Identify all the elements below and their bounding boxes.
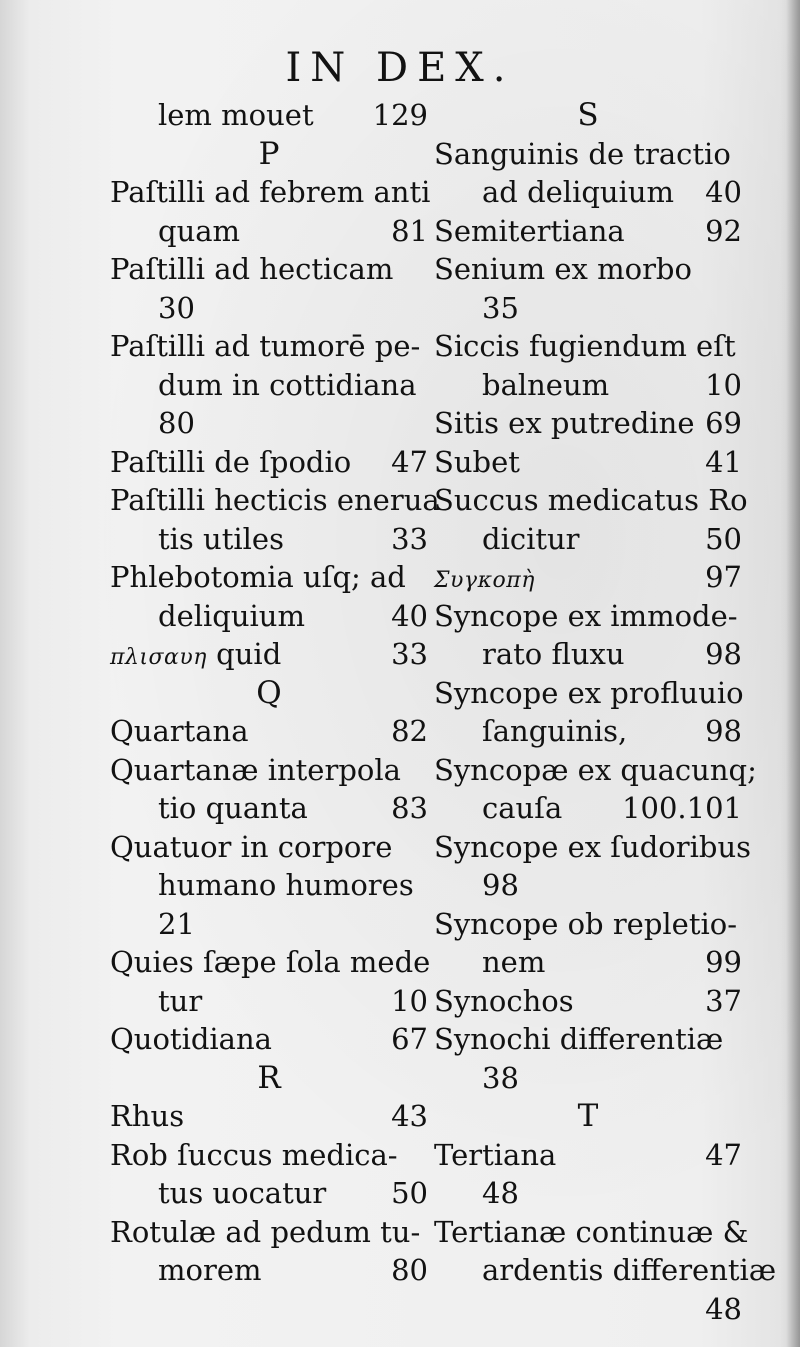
index-entry-line <box>110 866 428 905</box>
page-number: 43 <box>391 1099 428 1133</box>
index-entry-line <box>110 828 428 867</box>
page-number: 82 <box>391 714 428 748</box>
index-entry-line <box>434 1059 742 1098</box>
index-entry-text: Tertiana <box>434 1137 557 1172</box>
index-entry-line <box>434 327 742 366</box>
index-entry-text: dicitur <box>482 521 580 556</box>
index-entry-line <box>110 943 431 982</box>
index-entry-text: tio quanta <box>158 791 308 825</box>
page-number: 10 <box>705 367 742 402</box>
index-entry-line <box>110 1213 428 1252</box>
page-number: 98 <box>705 637 742 671</box>
index-entry-line <box>110 635 428 674</box>
index-entry-line <box>434 712 742 751</box>
index-entry-text: Paſtilli ad hecticam <box>110 252 394 286</box>
page-number: 98 <box>705 714 742 748</box>
index-entry-text: ſanguinis, <box>482 714 628 748</box>
index-entry-line <box>110 289 428 328</box>
index-entry-line <box>434 1020 742 1059</box>
heading-letter: R <box>257 1059 281 1096</box>
index-entry-text: Paſtilli ad febrem anti <box>110 175 431 209</box>
index-entry-line <box>434 1213 749 1252</box>
greek-term: Συγκοπὴ <box>434 568 535 593</box>
page-number: 69 <box>705 406 742 440</box>
index-entry-text: Quartana <box>110 714 249 748</box>
index-entry-text: Syncope ex immode- <box>434 598 738 633</box>
index-entry-line <box>434 520 742 559</box>
index-entry-line <box>434 173 742 212</box>
index-entry-line <box>434 828 752 867</box>
index-entry-text: tis utiles <box>158 521 284 556</box>
heading-letter: T <box>577 1098 599 1134</box>
index-letter-heading <box>110 674 428 713</box>
page-number: 99 <box>705 945 742 979</box>
page-number: 41 <box>705 444 742 479</box>
index-entry-line <box>110 1174 428 1213</box>
page-number: 81 <box>391 213 428 248</box>
index-entry-line <box>110 905 428 944</box>
index-entry-text: 30 <box>158 290 195 325</box>
index-entry-line <box>110 1097 428 1136</box>
index-entry-line <box>434 366 742 405</box>
index-column-right <box>434 96 777 1328</box>
index-entry-line <box>434 1136 742 1175</box>
index-entry-line <box>110 173 431 212</box>
index-letter-heading <box>110 1059 428 1098</box>
index-entry-text: 48 <box>482 1176 519 1210</box>
index-entry-suffix: quid <box>206 637 282 671</box>
index-entry-text: dum in cottidiana <box>158 367 417 402</box>
index-entry-line <box>434 250 742 289</box>
index-entry-line <box>110 558 428 597</box>
page-number: 33 <box>391 521 428 556</box>
index-entry-text: cauſa <box>482 791 563 825</box>
page-number: 10 <box>391 983 428 1018</box>
index-entry-text: Sanguinis de tractio <box>434 136 731 171</box>
page-title: IN DEX. <box>285 45 515 91</box>
index-letter-heading <box>434 96 742 135</box>
index-entry-text: Sitis ex putredine <box>434 406 695 440</box>
index-entry-text: 98 <box>482 868 519 902</box>
index-entry-text: rato fluxu <box>482 637 625 671</box>
index-entry-line <box>434 135 742 174</box>
index-entry-text: lem mouet <box>158 98 314 132</box>
index-entry-line <box>434 597 742 636</box>
index-entry-text: Rob ſuccus medica- <box>110 1137 398 1172</box>
index-entry-line <box>434 789 742 828</box>
index-entry-line <box>110 1136 428 1175</box>
index-entry-line <box>110 366 428 405</box>
index-entry-text <box>110 635 281 678</box>
page-number: 50 <box>705 521 742 556</box>
index-column-left <box>110 96 440 1290</box>
index-entry-line <box>434 1251 777 1290</box>
index-entry-text: ad deliquium <box>482 175 675 209</box>
index-entry-text: Subet <box>434 444 520 479</box>
index-entry-text: Synochos <box>434 983 574 1018</box>
index-letter-heading <box>110 135 428 174</box>
index-entry-line <box>110 481 440 520</box>
index-entry-text: Quies ſæpe ſola mede <box>110 945 431 979</box>
index-entry-text: deliquium <box>158 598 305 633</box>
index-entry-line <box>110 1020 428 1059</box>
index-entry-line <box>110 789 428 828</box>
page-number: 83 <box>391 791 428 825</box>
index-entry-text: 80 <box>158 406 195 440</box>
index-entry-text: nem <box>482 945 546 979</box>
index-entry-text: tur <box>158 983 203 1018</box>
index-entry-line <box>434 635 742 674</box>
greek-term: πλισαυη <box>110 645 207 670</box>
page-number: 50 <box>391 1176 428 1210</box>
page-number: 100.101 <box>622 791 742 825</box>
index-entry-line <box>110 212 428 251</box>
index-entry-line <box>434 1174 742 1213</box>
index-entry-line <box>110 520 428 559</box>
index-entry-line <box>110 1251 428 1290</box>
index-entry-line <box>434 481 748 520</box>
index-entry-line <box>434 212 742 251</box>
index-letter-heading <box>434 1097 742 1136</box>
heading-letter: P <box>258 135 280 172</box>
index-entry-line <box>110 250 428 289</box>
index-entry-text: Paſtilli hecticis enerua <box>110 483 440 517</box>
index-entry-text: tus uocatur <box>158 1176 327 1210</box>
index-entry-text: 21 <box>158 906 195 941</box>
index-entry-line <box>434 674 742 713</box>
index-entry-text: humano humores <box>158 868 414 902</box>
page-number: 33 <box>391 637 428 671</box>
page-number: 40 <box>391 598 428 633</box>
index-entry-text: Quartanæ interpola <box>110 752 401 787</box>
index-entry-text: Syncopæ ex quacunq; <box>434 752 757 787</box>
page-number: 97 <box>705 560 742 594</box>
index-entry-line <box>110 712 428 751</box>
index-entry-line <box>434 905 742 944</box>
index-entry-text: Semitertiana <box>434 213 625 248</box>
index-entry-line <box>434 443 742 482</box>
index-entry-text: morem <box>158 1253 262 1287</box>
index-entry-line <box>434 289 742 328</box>
index-entry-line <box>110 96 428 135</box>
index-entry-text: Syncope ex ſudoribus <box>434 829 752 864</box>
page-number: 129 <box>372 98 428 132</box>
page-number: 80 <box>391 1253 428 1287</box>
index-entry-text: balneum <box>482 367 610 402</box>
index-entry-text: Paſtilli ad tumorē pe- <box>110 329 421 363</box>
index-entry-text: 35 <box>482 290 519 325</box>
index-entry-text: 38 <box>482 1060 519 1095</box>
page-number: 67 <box>391 1022 428 1056</box>
index-entry-text: Quatuor in corpore <box>110 829 393 864</box>
page-number: 47 <box>391 444 428 479</box>
index-entry-line <box>434 558 742 597</box>
index-entry-line <box>434 866 742 905</box>
index-entry-text: Succus medicatus Ro <box>434 483 748 517</box>
index-entry-line <box>434 1290 742 1329</box>
index-entry-line <box>110 751 428 790</box>
index-entry-text: Tertianæ continuæ & <box>434 1214 749 1249</box>
index-entry-text: Phlebotomia uſq; ad <box>110 560 406 594</box>
index-entry-line <box>110 597 428 636</box>
index-entry-text: Siccis fugiendum eſt <box>434 329 736 363</box>
index-entry-text: Senium ex morbo <box>434 252 692 286</box>
index-entry-text: ardentis differentiæ <box>482 1253 777 1287</box>
index-entry-line <box>434 982 742 1021</box>
index-entry-line <box>110 982 428 1021</box>
index-entry-text: Syncope ex profluuio <box>434 675 744 710</box>
heading-letter: S <box>577 97 599 133</box>
index-entry-line <box>110 443 428 482</box>
index-entry-text: Rhus <box>110 1099 185 1133</box>
heading-letter: Q <box>256 674 282 711</box>
index-entry-text: Synochi differentiæ <box>434 1022 724 1056</box>
index-entry-line <box>110 404 428 443</box>
page-number: 47 <box>705 1137 742 1172</box>
index-entry-text: Paſtilli de ſpodio <box>110 444 352 479</box>
page-number: 37 <box>705 983 742 1018</box>
index-entry-line <box>434 751 757 790</box>
index-entry-text: Rotulæ ad pedum tu- <box>110 1214 421 1249</box>
page-number: 92 <box>705 213 742 248</box>
index-entry-line <box>434 404 742 443</box>
page-number: 48 <box>705 1291 742 1326</box>
index-entry-line <box>110 327 428 366</box>
page-number: 40 <box>705 175 742 209</box>
index-entry-text <box>434 558 535 601</box>
index-entry-text: Quotidiana <box>110 1022 272 1056</box>
index-entry-line <box>434 943 742 982</box>
index-entry-text: quam <box>158 213 241 248</box>
index-entry-text: Syncope ob repletio- <box>434 906 738 941</box>
